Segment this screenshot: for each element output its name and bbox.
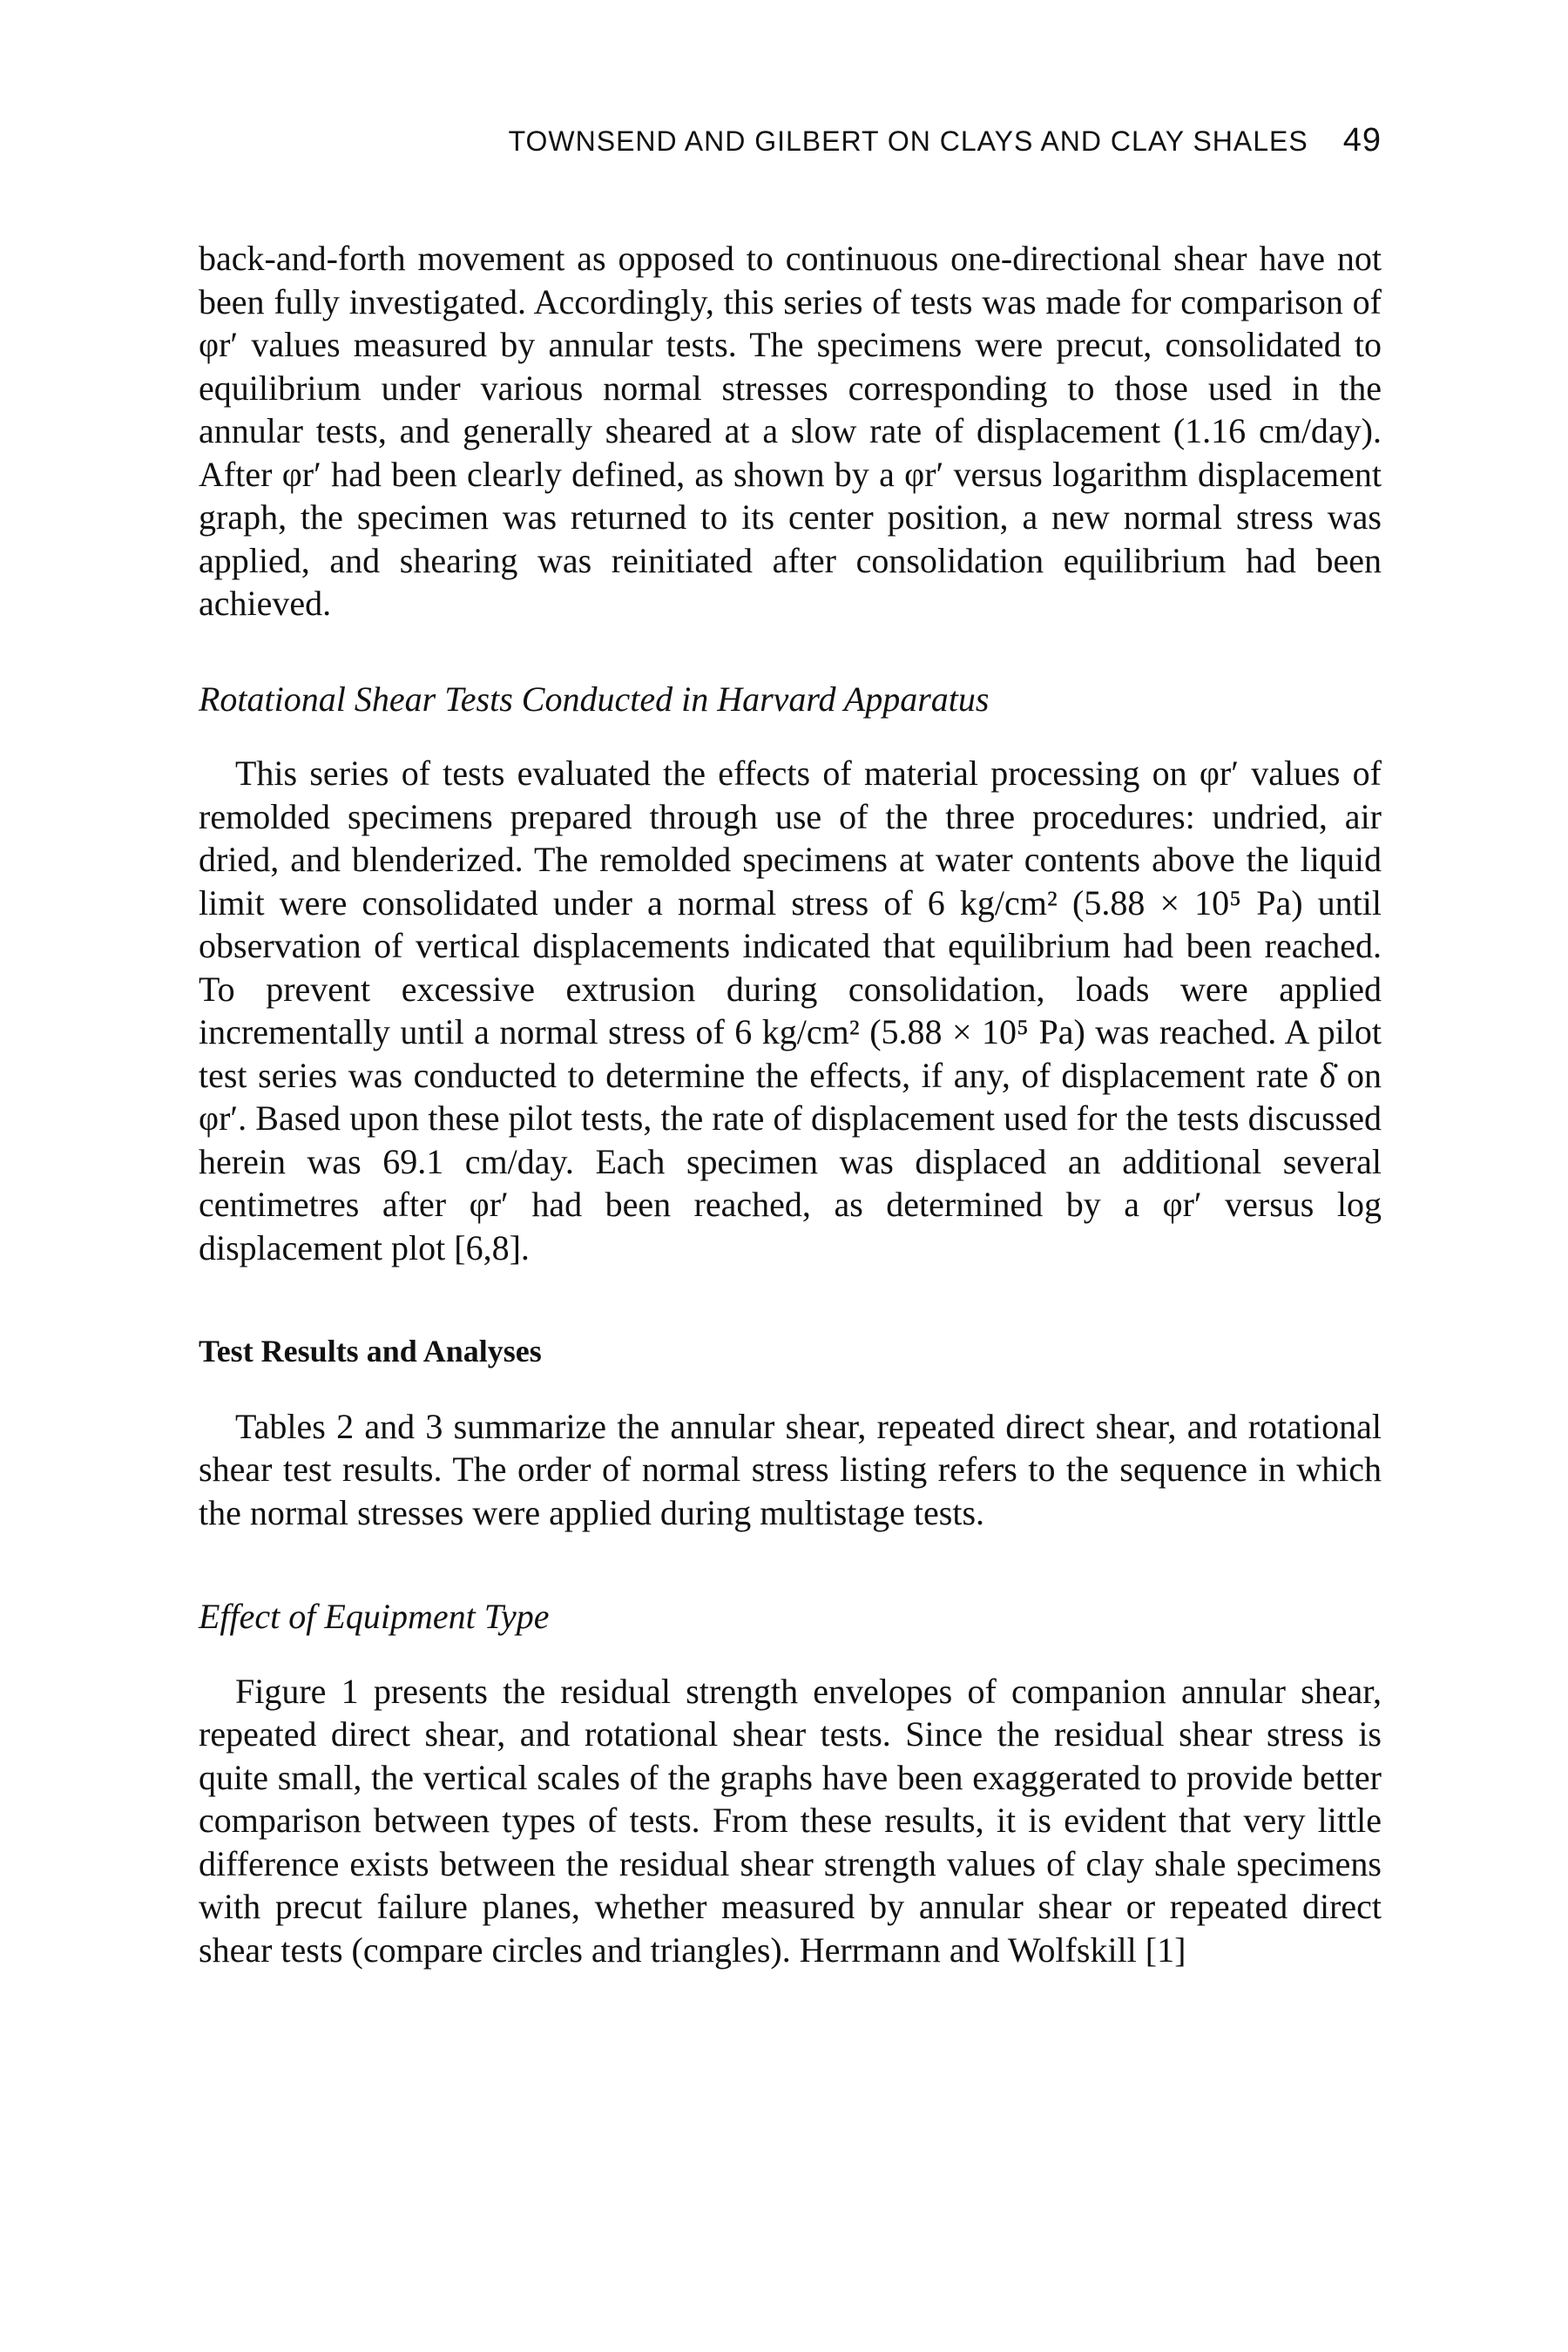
heading-effect-of-equipment-type: Effect of Equipment Type — [199, 1597, 550, 1636]
heading-rotational-shear-tests: Rotational Shear Tests Conducted in Harvard Apparatus — [199, 679, 990, 719]
running-head — [0, 122, 1382, 159]
paragraph-3: Tables 2 and 3 summarize the annular shear, repeated direct shear, and rotational shear test results. The order of normal stress listing refers to the sequence in which the normal stresses were applied during multistage tests. — [199, 1406, 1382, 1532]
paragraph-4: Figure 1 presents the residual strength envelopes of companion annular shear, repeated direct shear, and rotational shear tests. Since the residual shear stress is quite small, the vertical scales of the graphs have been exaggerated to provide better comparison between types of tests. From these results, it is evident that very little difference exists between the residual shear strength values of clay shale specimens with precut failure planes, whether measured by annular shear or repeated direct shear tests (compare circles and triangles). Herrmann and Wolfskill [1] — [199, 1671, 1382, 1970]
page-number: 49 — [1342, 122, 1382, 159]
heading-test-results: Test Results and Analyses — [199, 1334, 542, 1369]
running-head-title: TOWNSEND AND GILBERT ON CLAYS AND CLAY SHALES — [508, 125, 1308, 157]
body-text — [199, 237, 1382, 1971]
paragraph-2: This series of tests evaluated the effects of material processing on φr′ values of remolded specimens prepared through use of the three procedures: undried, air dried, and blenderized. The remolded specimens at water contents above the liquid limit were consolidated under a normal stress of 6 kg/cm² (5.88 × 10⁵ Pa) until observation of vertical displacements indicated that equilibrium had been reached. To prevent excessive extrusion during consolidation, loads were applied incrementally until a normal stress of 6 kg/cm² (5.88 × 10⁵ Pa) was reached. A pilot test series was conducted to determine the effects, if any, of displacement rate δ̇ on φr′. Based upon these pilot tests, the rate of displacement used for the tests discussed herein was 69.1 cm/day. Each specimen was displaced an additional several centimetres after φr′ had been reached, as determined by a φr′ versus log displacement plot [6,8]. — [199, 754, 1382, 1267]
paragraph-1: back-and-forth movement as opposed to continuous one-directional shear have not been fully investigated. Accordingly, this series of tests was made for comparison of φr′ values measured by annular tests. The specimens were precut, consolidated to equilibrium under various normal stresses corresponding to those used in the annular tests, and generally sheared at a slow rate of displacement (1.16 cm/day). After φr′ had been clearly defined, as shown by a φr′ versus logarithm displacement graph, the specimen was returned to its center position, a new normal stress was applied, and shearing was reinitiated after consolidation equilibrium had been achieved. — [199, 239, 1382, 623]
